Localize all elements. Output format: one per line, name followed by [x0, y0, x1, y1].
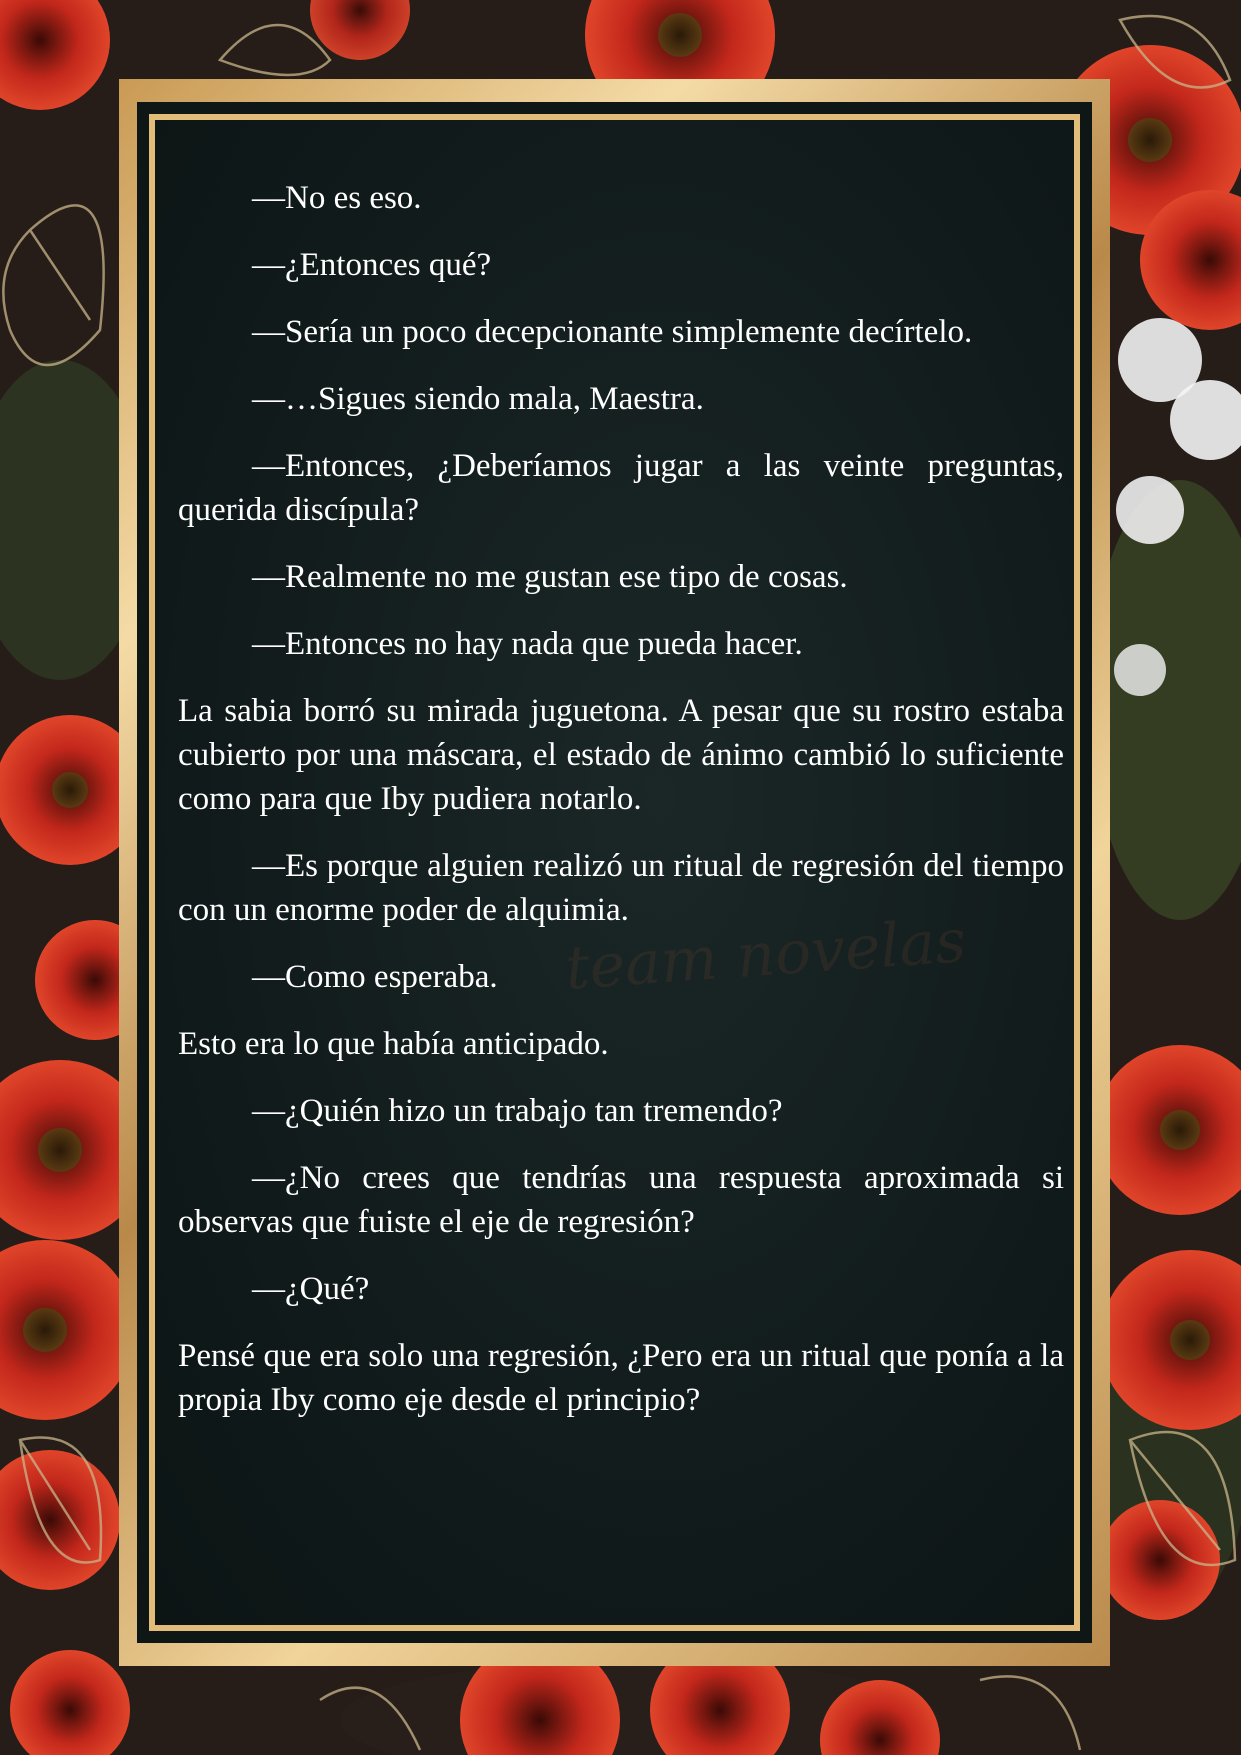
dialogue-paragraph: —¿Quién hizo un trabajo tan tremendo?	[252, 1093, 783, 1129]
watermark: team novelas	[563, 906, 969, 1004]
story-text	[178, 176, 1064, 1445]
dialogue-paragraph: —Sería un poco decepcionante simplemente decírtelo.	[252, 314, 973, 350]
narration-paragraph: Esto era lo que había anticipado.	[178, 1026, 609, 1062]
dialogue-paragraph: —¿Entonces qué?	[252, 247, 492, 283]
narration-paragraph: Pensé que era solo una regresión, ¿Pero era un ritual que ponía a la propia Iby como eje desde el principio?	[178, 1338, 1064, 1418]
dialogue-paragraph: —…Sigues siendo mala, Maestra.	[252, 381, 704, 417]
dialogue-paragraph: —No es eso.	[252, 180, 422, 216]
dialogue-paragraph: —¿Qué?	[252, 1271, 370, 1307]
dialogue-paragraph: —¿No crees que tendrías una respuesta aproximada si observas que fuiste el eje de regresión?	[178, 1160, 1064, 1240]
dialogue-paragraph: —Es porque alguien realizó un ritual de regresión del tiempo con un enorme poder de alquimia.	[178, 848, 1064, 928]
dialogue-paragraph: —Como esperaba.	[252, 959, 498, 995]
dialogue-paragraph: —Entonces, ¿Deberíamos jugar a las veinte preguntas, querida discípula?	[178, 448, 1064, 528]
dialogue-paragraph: —Realmente no me gustan ese tipo de cosas.	[252, 559, 848, 595]
narration-paragraph: La sabia borró su mirada juguetona. A pesar que su rostro estaba cubierto por una máscara, el estado de ánimo cambió lo suficiente como para que Iby pudiera notarlo.	[178, 693, 1064, 817]
dialogue-paragraph: —Entonces no hay nada que pueda hacer.	[252, 626, 803, 662]
